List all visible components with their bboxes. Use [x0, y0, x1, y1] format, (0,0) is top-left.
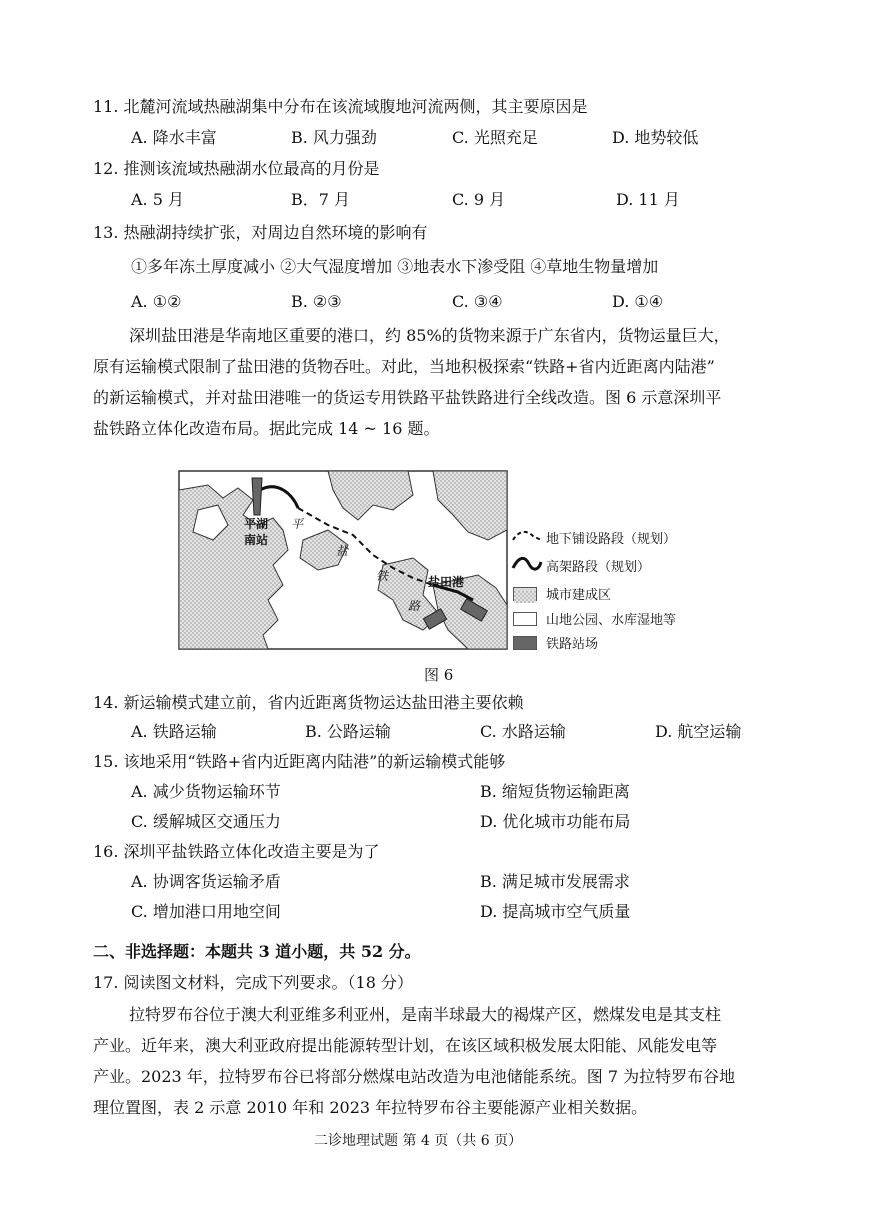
- legend-station-swatch: [513, 636, 537, 650]
- label-yantian-port: 盐田港: [428, 575, 465, 589]
- q16-option-d: D. 提高城市空气质量: [480, 902, 631, 921]
- legend-built-up-swatch: [513, 587, 537, 601]
- q11-option-a: A. 降水丰富: [131, 128, 217, 147]
- passage-line: 产业。2023 年，拉特罗布谷已将部分燃煤电站改造为电池储能系统。图 7 为拉特罗布谷地: [93, 1067, 736, 1086]
- label-rail-tie: 铁: [376, 569, 389, 583]
- legend-station: 铁路站场: [546, 637, 599, 652]
- q12-option-d: D. 11 月: [616, 190, 680, 209]
- passage-shenzhen: [93, 320, 783, 444]
- q11-stem: 11. 北麓河流域热融湖集中分布在该流域腹地河流两侧，其主要原因是: [93, 97, 588, 116]
- q16-option-a: A. 协调客货运输矛盾: [131, 872, 281, 891]
- q15-option-b: B. 缩短货物运输距离: [480, 782, 630, 801]
- page-footer: 二诊地理试题 第 4 页（共 6 页）: [314, 1133, 523, 1149]
- q13-stem: 13. 热融湖持续扩张，对周边自然环境的影响有: [93, 223, 428, 242]
- q13-option-b: B. ②③: [291, 292, 342, 311]
- q12-option-b: B．7 月: [291, 190, 351, 209]
- q12-option-a: A. 5 月: [131, 190, 184, 209]
- passage-line: 原有运输模式限制了盐田港的货物吞吐。对此，当地积极探索“铁路+省内近距离内陆港”: [93, 357, 715, 376]
- label-rail-ping: 平: [291, 517, 304, 531]
- q11-option-c: C. 光照充足: [452, 128, 538, 147]
- q14-option-a: A. 铁路运输: [131, 722, 217, 741]
- q15-option-a: A. 减少货物运输环节: [131, 782, 281, 801]
- q16-stem: 16. 深圳平盐铁路立体化改造主要是为了: [93, 842, 380, 861]
- passage-line: 理位置图，表 2 示意 2010 年和 2023 年拉特罗布谷主要能源产业相关数据。: [93, 1098, 648, 1117]
- legend-built-up: 城市建成区: [546, 588, 612, 603]
- q13-option-a: A. ①②: [131, 292, 182, 311]
- figure6-map: [178, 470, 708, 652]
- q14-option-d: D. 航空运输: [655, 722, 742, 741]
- label-rail-yan: 盐: [336, 544, 349, 558]
- q14-option-c: C. 水路运输: [480, 722, 566, 741]
- passage-line: 盐铁路立体化改造布局。据此完成 14 ~ 16 题。: [93, 419, 440, 438]
- passage-line: 拉特罗布谷位于澳大利亚维多利亚州，是南半球最大的褐煤产区，燃煤发电是其支柱: [129, 1005, 722, 1024]
- q13-statements: ①多年冻土厚度减小 ②大气湿度增加 ③地表水下渗受阻 ④草地生物量增加: [131, 257, 659, 276]
- q13-option-d: D. ①④: [612, 292, 664, 311]
- legend-underground: 地下铺设路段（规划）: [546, 532, 677, 547]
- q14-stem: 14. 新运输模式建立前，省内近距离货物运达盐田港主要依赖: [93, 693, 524, 712]
- passage-line: 的新运输模式，并对盐田港唯一的货运专用铁路平盐铁路进行全线改造。图 6 示意深圳平: [93, 388, 722, 407]
- passage-line: 产业。近年来，澳大利亚政府提出能源转型计划，在该区域积极发展太阳能、风能发电等: [93, 1036, 718, 1055]
- q13-option-c: C. ③④: [452, 292, 503, 311]
- label-pinghu: 平湖: [244, 517, 269, 531]
- legend-park-swatch: [513, 612, 537, 626]
- legend-park: 山地公园、水库湿地等: [546, 613, 677, 628]
- q14-option-b: B. 公路运输: [305, 722, 391, 741]
- q16-option-c: C. 增加港口用地空间: [131, 902, 281, 921]
- q15-option-c: C. 缓解城区交通压力: [131, 812, 281, 831]
- q12-option-c: C. 9 月: [452, 190, 506, 209]
- legend-elevated-icon: [511, 556, 543, 572]
- label-nanzhan: 南站: [244, 533, 269, 547]
- passage-line: 深圳盐田港是华南地区重要的港口，约 85%的货物来源于广东省内，货物运量巨大，: [129, 326, 730, 345]
- q12-stem: 12. 推测该流域热融湖水位最高的月份是: [93, 159, 380, 178]
- legend-underground-icon: [511, 528, 543, 544]
- section2-title: 二、非选择题：本题共 3 道小题，共 52 分。: [93, 942, 421, 961]
- q17-stem: 17. 阅读图文材料，完成下列要求。（18 分）: [93, 973, 413, 992]
- q11-option-b: B. 风力强劲: [291, 128, 377, 147]
- q15-option-d: D. 优化城市功能布局: [480, 812, 631, 831]
- q15-stem: 15. 该地采用“铁路+省内近距离内陆港”的新运输模式能够: [93, 752, 506, 771]
- figure6-caption: 图 6: [424, 666, 454, 684]
- legend-elevated: 高架路段（规划）: [546, 560, 651, 575]
- passage-latrobe: [93, 999, 783, 1123]
- q16-option-b: B. 满足城市发展需求: [480, 872, 630, 891]
- q11-option-d: D. 地势较低: [612, 128, 699, 147]
- label-rail-lu: 路: [408, 599, 421, 613]
